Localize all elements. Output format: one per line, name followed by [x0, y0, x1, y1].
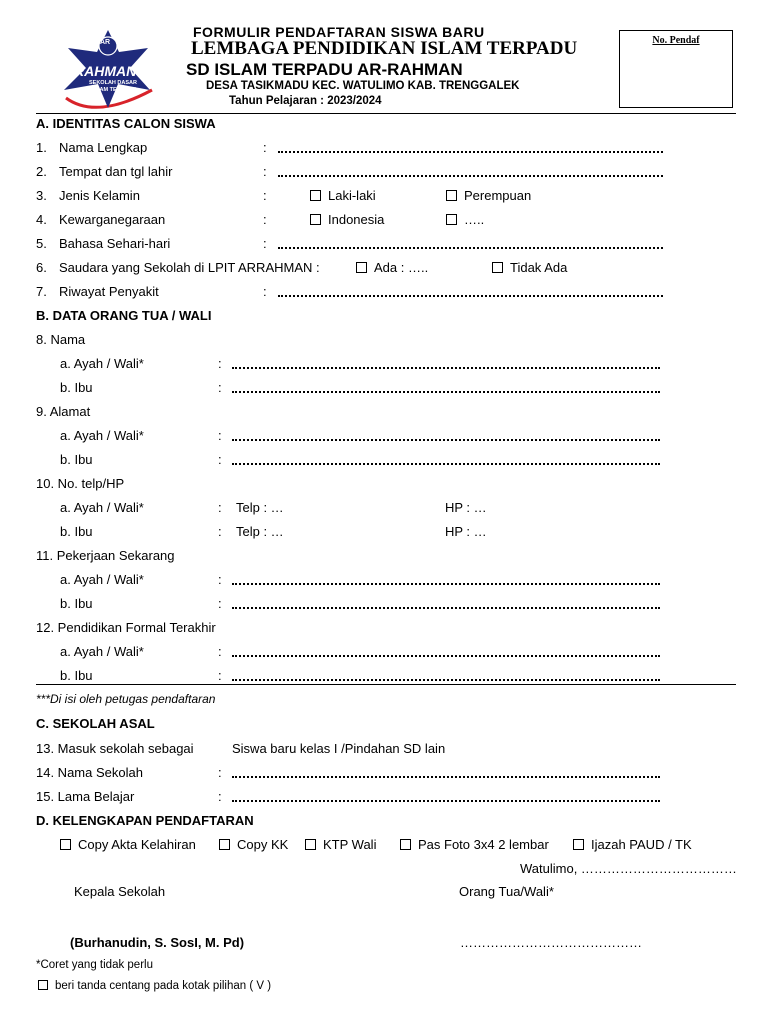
a2-label: Tempat dan tgl lahir: [59, 164, 173, 179]
logo-sub2-text: ISLAM TERPADU: [91, 87, 136, 93]
academic-year: Tahun Pelajaran : 2023/2024: [229, 95, 382, 107]
doc-kk-option[interactable]: Copy KK: [219, 837, 288, 852]
doc-ijazah-option[interactable]: Ijazah PAUD / TK: [573, 837, 692, 852]
q10b-label: b. Ibu: [60, 524, 93, 539]
nama-ibu-field[interactable]: [232, 391, 660, 393]
colon: :: [263, 140, 267, 155]
a7-label: Riwayat Penyakit: [59, 284, 159, 299]
q9a-label: a. Ayah / Wali*: [60, 428, 144, 443]
pendidikan-ibu-field[interactable]: [232, 679, 660, 681]
q9b-label: b. Ibu: [60, 452, 93, 467]
checkbox-icon[interactable]: [356, 262, 367, 273]
a2-no: 2.: [36, 164, 47, 179]
q10a-label: a. Ayah / Wali*: [60, 500, 144, 515]
footnote-centang: beri tanda centang pada kotak pilihan ( V ): [38, 980, 271, 992]
hp-ibu-field[interactable]: HP : …: [445, 524, 487, 539]
telp-ibu-field[interactable]: Telp : …: [236, 524, 284, 539]
colon: :: [263, 188, 267, 203]
kepala-sekolah-name: (Burhanudin, S. SosI, M. Pd): [70, 935, 245, 950]
colon: :: [218, 789, 222, 804]
checkbox-icon[interactable]: [446, 214, 457, 225]
section-b-heading: B. DATA ORANG TUA / WALI: [36, 308, 212, 323]
q13-value[interactable]: Siswa baru kelas I /Pindahan SD lain: [232, 741, 446, 756]
colon: :: [263, 212, 267, 227]
logo-main-text: RAHMAN: [74, 63, 137, 79]
colon: :: [218, 668, 222, 683]
q8a-label: a. Ayah / Wali*: [60, 356, 144, 371]
logo-sub1-text: SEKOLAH DASAR: [89, 80, 137, 86]
q11a-label: a. Ayah / Wali*: [60, 572, 144, 587]
alamat-ibu-field[interactable]: [232, 463, 660, 465]
a3-label: Jenis Kelamin: [59, 188, 140, 203]
q14-label: 14. Nama Sekolah: [36, 765, 143, 780]
q11b-label: b. Ibu: [60, 596, 93, 611]
checkbox-icon[interactable]: [310, 190, 321, 201]
a1-label: Nama Lengkap: [59, 140, 148, 155]
a4-label: Kewarganegaraan: [59, 212, 166, 227]
section-d-heading: D. KELENGKAPAN PENDAFTARAN: [36, 813, 254, 828]
footnote-coret: *Coret yang tidak perlu: [36, 959, 153, 971]
telp-ayah-field[interactable]: Telp : …: [236, 500, 284, 515]
a7-no: 7.: [36, 284, 47, 299]
gender-laki-option[interactable]: Laki-laki: [310, 188, 376, 203]
section-a-heading: A. IDENTITAS CALON SISWA: [36, 116, 216, 131]
alamat-ayah-field[interactable]: [232, 439, 660, 441]
colon: :: [218, 500, 222, 515]
checkbox-icon[interactable]: [305, 839, 316, 850]
checkbox-icon[interactable]: [573, 839, 584, 850]
checkbox-icon[interactable]: [492, 262, 503, 273]
header-divider: [36, 113, 736, 114]
a1-no: 1.: [36, 140, 47, 155]
colon: :: [218, 380, 222, 395]
colon: :: [218, 644, 222, 659]
lama-belajar-field[interactable]: [232, 800, 660, 802]
q12b-label: b. Ibu: [60, 668, 93, 683]
doc-foto-option[interactable]: Pas Foto 3x4 2 lembar: [400, 837, 549, 852]
pekerjaan-ayah-field[interactable]: [232, 583, 660, 585]
orang-tua-title: Orang Tua/Wali*: [459, 884, 554, 899]
pendidikan-ayah-field[interactable]: [232, 655, 660, 657]
checkbox-icon[interactable]: [310, 214, 321, 225]
section-divider: [36, 684, 736, 685]
nama-lengkap-field[interactable]: [278, 151, 663, 153]
riwayat-penyakit-field[interactable]: [278, 295, 663, 297]
colon: :: [218, 452, 222, 467]
colon: :: [218, 765, 222, 780]
q8-label: 8. Nama: [36, 332, 86, 347]
kepala-sekolah-title: Kepala Sekolah: [74, 884, 166, 899]
doc-ktp-option[interactable]: KTP Wali: [305, 837, 376, 852]
gender-perempuan-option[interactable]: Perempuan: [446, 188, 531, 203]
colon: :: [218, 356, 222, 371]
school-title: SD ISLAM TERPADU AR-RAHMAN: [186, 60, 463, 79]
q11-label: 11. Pekerjaan Sekarang: [36, 548, 175, 563]
doc-akta-option[interactable]: Copy Akta Kelahiran: [60, 837, 196, 852]
a3-no: 3.: [36, 188, 47, 203]
tempat-tgl-lahir-field[interactable]: [278, 175, 663, 177]
registration-number-label: No. Pendaf: [652, 35, 700, 46]
checkbox-icon: [38, 980, 48, 990]
a5-label: Bahasa Sehari-hari: [59, 236, 171, 251]
school-logo: [56, 28, 162, 112]
checkbox-icon[interactable]: [219, 839, 230, 850]
colon: :: [218, 572, 222, 587]
citizenship-other-option[interactable]: …..: [446, 212, 484, 227]
a6-label: Saudara yang Sekolah di LPIT ARRAHMAN :: [59, 260, 320, 275]
colon: :: [263, 284, 267, 299]
petugas-note: ***Di isi oleh petugas pendaftaran: [36, 692, 216, 706]
hp-ayah-field[interactable]: HP : …: [445, 500, 487, 515]
nama-sekolah-field[interactable]: [232, 776, 660, 778]
nama-ayah-field[interactable]: [232, 367, 660, 369]
section-c-heading: C. SEKOLAH ASAL: [36, 716, 155, 731]
a4-no: 4.: [36, 212, 47, 227]
logo-top-text: AR: [100, 39, 111, 46]
q12a-label: a. Ayah / Wali*: [60, 644, 144, 659]
form-title: FORMULIR PENDAFTARAN SISWA BARU: [193, 24, 485, 40]
q13-label: 13. Masuk sekolah sebagai: [36, 741, 194, 756]
pekerjaan-ibu-field[interactable]: [232, 607, 660, 609]
colon: :: [218, 596, 222, 611]
bahasa-field[interactable]: [278, 247, 663, 249]
q9-label: 9. Alamat: [36, 404, 91, 419]
registration-number-box: [619, 30, 733, 108]
checkbox-icon[interactable]: [60, 839, 71, 850]
sibling-tidak-ada-option[interactable]: Tidak Ada: [492, 260, 567, 275]
a6-no: 6.: [36, 260, 47, 275]
school-address: DESA TASIKMADU KEC. WATULIMO KAB. TRENGGALEK: [206, 80, 520, 92]
institution-title: LEMBAGA PENDIDIKAN ISLAM TERPADU: [191, 38, 578, 59]
colon: :: [263, 164, 267, 179]
q8b-label: b. Ibu: [60, 380, 93, 395]
q10-label: 10. No. telp/HP: [36, 476, 125, 491]
colon: :: [263, 236, 267, 251]
colon: :: [218, 428, 222, 443]
q12-label: 12. Pendidikan Formal Terakhir: [36, 620, 216, 635]
orang-tua-signature-field[interactable]: ……………………………………: [460, 935, 642, 950]
sibling-ada-option[interactable]: Ada : …..: [356, 260, 428, 275]
checkbox-icon[interactable]: [400, 839, 411, 850]
q15-label: 15. Lama Belajar: [36, 789, 135, 804]
citizenship-indonesia-option[interactable]: Indonesia: [310, 212, 384, 227]
colon: :: [218, 524, 222, 539]
a5-no: 5.: [36, 236, 47, 251]
checkbox-icon[interactable]: [446, 190, 457, 201]
signature-place-date: Watulimo, ………………………………: [520, 861, 737, 876]
